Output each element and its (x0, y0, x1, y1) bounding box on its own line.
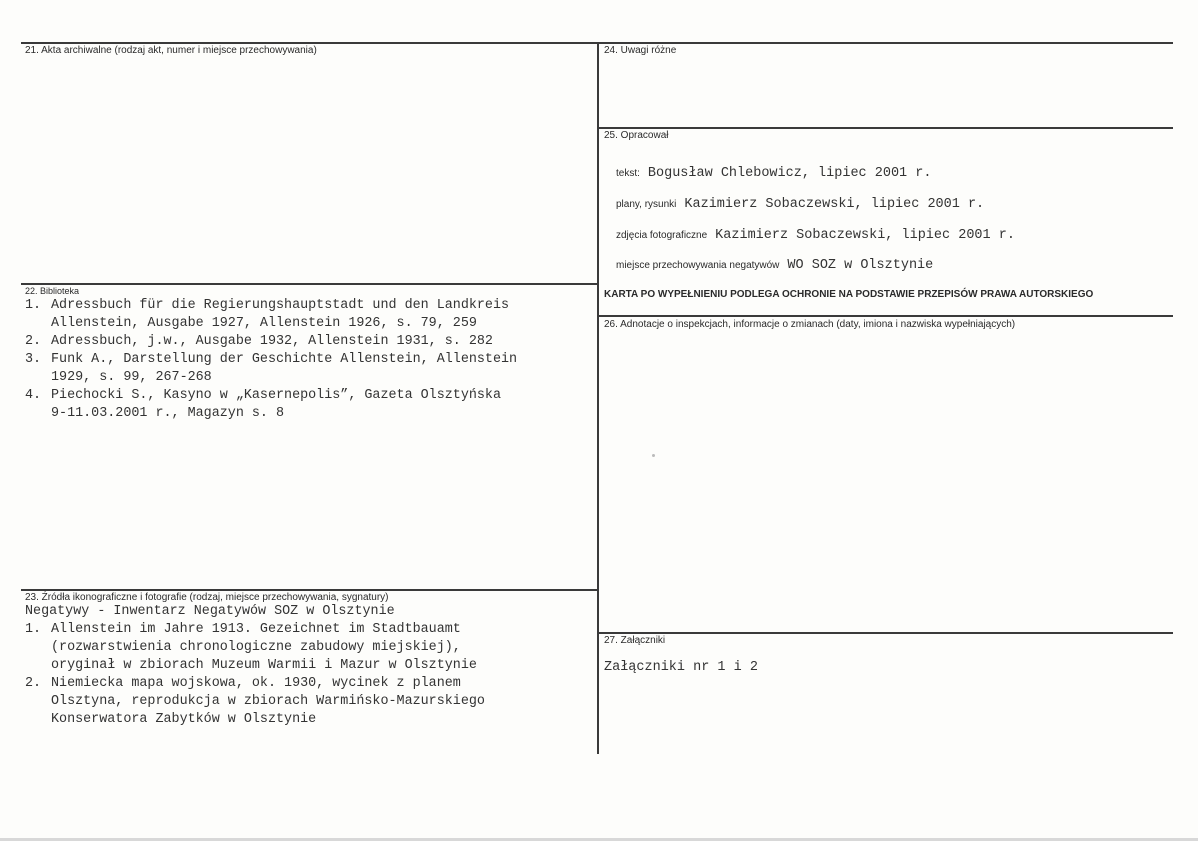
section-27-label: 27. Załączniki (604, 635, 666, 646)
library-list (25, 297, 517, 423)
credit-photos-value: Kazimierz Sobaczewski, lipiec 2001 r. (715, 228, 1015, 243)
credit-photos-label: zdjęcia fotograficzne (616, 230, 708, 241)
library-item: 1. Adressbuch für die Regierungshauptstadt und den Landkreis Allenstein, Ausgabe 1927, Allenstein 1926, s. 79, 259 (25, 298, 510, 331)
divider-26-27 (598, 632, 1173, 634)
paper-speck (652, 454, 655, 457)
section-26-label: 26. Adnotacje o inspekcjach, informacje o zmianach (daty, imiona i nazwiska wypełniających) (604, 319, 1016, 330)
section-23-label: 23. Źródła ikonograficzne i fotografie (rodzaj, miejsce przechowywania, sygnatury) (25, 592, 389, 603)
library-item: 2. Adressbuch, j.w., Ausgabe 1932, Allenstein 1931, s. 282 (25, 334, 493, 349)
divider-21-22 (21, 283, 598, 285)
copyright-notice: KARTA PO WYPEŁNIENIU PODLEGA OCHRONIE NA PODSTAWIE PRZEPISÓW PRAWA AUTORSKIEGO (604, 289, 1094, 300)
section-22-label: 22. Biblioteka (25, 286, 80, 296)
credit-text-value: Bogusław Chlebowicz, lipiec 2001 r. (647, 166, 932, 181)
iconographic-list (25, 621, 485, 729)
column-divider (597, 42, 599, 754)
credit-plans-value: Kazimierz Sobaczewski, lipiec 2001 r. (684, 197, 985, 212)
credit-negatives-label: miejsce przechowywania negatywów (616, 260, 780, 271)
credit-text-label: tekst: (616, 168, 640, 179)
iconographic-intro: Negatywy - Inwentarz Negatywów SOZ w Olsztynie (25, 604, 395, 619)
library-item: 4. Piechocki S., Kasyno w „Kasernepolis”, Gazeta Olsztyńska 9-11.03.2001 r., Magazyn s. 8 (25, 388, 501, 421)
credit-plans-label: plany, rysunki (616, 199, 677, 210)
section-24-label: 24. Uwagi różne (604, 45, 677, 56)
section-21-label: 21. Akta archiwalne (rodzaj akt, numer i miejsce przechowywania) (25, 45, 317, 56)
section-25-label: 25. Opracował (604, 130, 669, 141)
attachments-value: Załączniki nr 1 i 2 (604, 660, 758, 675)
divider-25-26 (598, 315, 1173, 317)
credit-plans (616, 197, 984, 212)
credit-photos (616, 228, 1015, 243)
iconographic-item: 2. Niemiecka mapa wojskowa, ok. 1930, wycinek z planem Olsztyna, reprodukcja w zbiorach Warmińsko-Mazurskiego Konserwatora Zabytków w Olsztynie (25, 676, 485, 727)
divider-24-25 (598, 127, 1173, 129)
divider-22-23 (21, 589, 598, 591)
iconographic-item: 1. Allenstein im Jahre 1913. Gezeichnet im Stadtbauamt (rozwarstwienia chronologiczne zabudowy miejskiej), oryginał w zbiorach Muzeum Warmii i Mazur w Olsztynie (25, 622, 477, 673)
credit-text (616, 166, 931, 181)
library-item: 3. Funk A., Darstellung der Geschichte Allenstein, Allenstein 1929, s. 99, 267-268 (25, 352, 518, 385)
credit-negatives-value: WO SOZ w Olsztynie (787, 258, 934, 273)
credit-negatives (616, 258, 933, 273)
